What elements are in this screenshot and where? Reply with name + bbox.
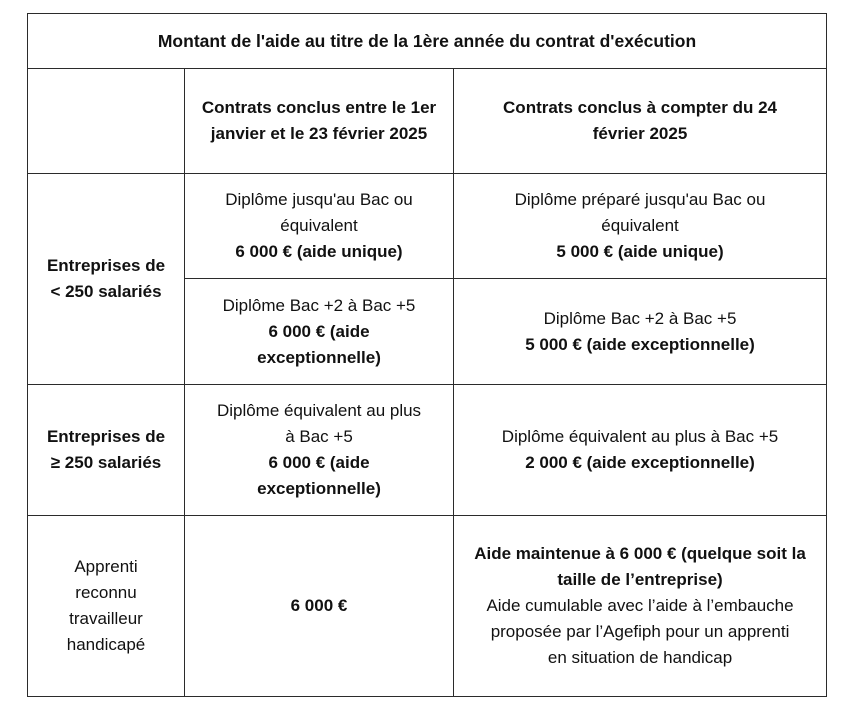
diploma-text: Diplôme Bac +2 à Bac +5	[543, 308, 737, 328]
cell-small-bacplus-period-2	[454, 279, 827, 385]
header-corner-cell	[28, 69, 185, 174]
aid-amount: 6 000 € (aide unique)	[235, 242, 403, 261]
diploma-text: Diplôme préparé jusqu'au Bac ou équivalent	[514, 190, 766, 235]
aid-amount: 5 000 € (aide unique)	[556, 242, 724, 261]
row-label-large-company: Entreprises de ≥ 250 salariés	[28, 385, 185, 516]
table-row	[28, 516, 827, 697]
aid-amount: 6 000 € (aide exceptionnelle)	[257, 453, 381, 498]
aid-amount: 5 000 € (aide exceptionnelle)	[525, 334, 755, 354]
aid-amount: 6 000 € (aide exceptionnelle)	[257, 321, 381, 367]
table-row	[28, 174, 827, 279]
diploma-text: Diplôme jusqu'au Bac ou équivalent	[225, 190, 413, 235]
aid-amount: Aide maintenue à 6 000 € (quelque soit la taille de l’entreprise)	[474, 544, 806, 589]
diploma-text: Diplôme Bac +2 à Bac +5	[222, 295, 416, 315]
diploma-text: Diplôme équivalent au plus à Bac +5	[216, 401, 422, 446]
aid-amount-table	[27, 13, 827, 697]
row-label-handicap: Apprenti reconnu travailleur handicapé	[28, 516, 185, 697]
aid-amount: 2 000 € (aide exceptionnelle)	[525, 453, 755, 472]
header-period-2: Contrats conclus à compter du 24 février 2025	[454, 69, 827, 174]
cell-large-period-2	[454, 385, 827, 516]
diploma-text: Diplôme équivalent au plus à Bac +5	[501, 427, 779, 446]
cell-small-bac-period-2	[454, 174, 827, 279]
table-row	[28, 385, 827, 516]
title-row	[28, 14, 827, 69]
cell-handicap-period-2	[454, 516, 827, 697]
cell-handicap-period-1: 6 000 €	[185, 516, 454, 697]
table-title: Montant de l'aide au titre de la 1ère année du contrat d'exécution	[28, 14, 827, 69]
cumulative-aid-note: Aide cumulable avec l’aide à l’embauche proposée par l’Agefiph pour un apprenti en situation de handicap	[486, 596, 794, 667]
cell-small-bacplus-period-1	[185, 279, 454, 385]
header-row	[28, 69, 827, 174]
cell-large-period-1	[185, 385, 454, 516]
cell-small-bac-period-1	[185, 174, 454, 279]
header-period-1: Contrats conclus entre le 1er janvier et le 23 février 2025	[185, 69, 454, 174]
row-label-small-company: Entreprises de < 250 salariés	[28, 174, 185, 385]
